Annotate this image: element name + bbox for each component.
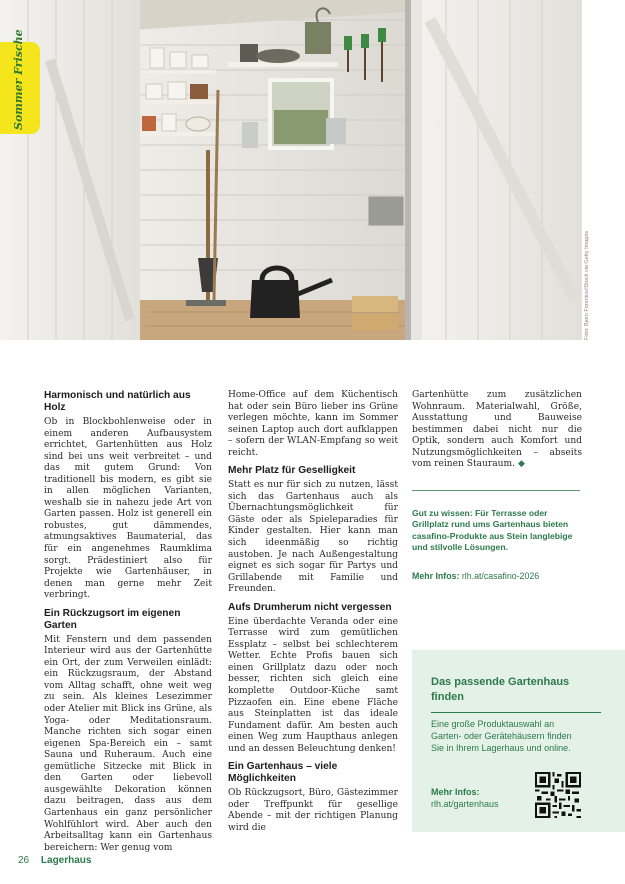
casafino-link[interactable]: rlh.at/casafino-2026 — [461, 571, 540, 581]
box-text: Eine große Produktauswahl an Garten- oder Gerätehäusern finden Sie in Ihrem Lagerhaus und online. — [431, 719, 572, 754]
divider — [412, 490, 580, 491]
sommer-frische-badge — [0, 29, 40, 134]
box-more-info — [431, 786, 499, 810]
page-footer — [18, 855, 91, 866]
end-mark-icon: ◆ — [517, 459, 525, 470]
badge-label: Sommer Frische — [12, 29, 25, 130]
text-column-3 — [412, 390, 582, 471]
text-column-1 — [44, 390, 212, 854]
more-info-label: Mehr Infos: — [431, 787, 480, 797]
gartenhaus-link[interactable]: rlh.at/gartenhaus — [431, 799, 499, 809]
heading-moeglichkeiten: Ein Gartenhaus – viele Möglichkeiten — [228, 761, 338, 785]
casafino-more-info — [412, 571, 539, 581]
paragraph: Home-Office auf dem Küchentisch hat oder sein Büro lieber ins Grüne verlegen möchte, kann im Sommer seinen Laptop auch dort aufklappen – sofern der WLAN-Empfang so weit reicht. — [228, 390, 398, 458]
paragraph: Eine überdachte Veranda oder eine Terrasse wird zum gemütlichen Essplatz – selbst bei schlechterem Wetter. Echte Profis bauen sich einen Grillplatz dazu oder noch besser, richten sich gleich eine komplette Outdoor-Küche samt Pizzaofen ein. Eine ebene Fläche aus Steinplatten ist das ideale Fundament dafür. Am besten auch einen Weg zum Haupthaus anlegen und an dessen Beleuchtung denken! — [228, 616, 398, 754]
box-title: Das passende Gartenhaus finden — [431, 676, 570, 703]
page-number: 26 — [18, 855, 30, 866]
paragraph: Mit Fenstern und dem passenden Interieur wird aus der Gartenhütte ein Ort, der zum Verweilen einlädt: ein Rückzugsraum, der Abstand vom Alltag schafft, ohne weit weg zu sein. Als kleines Lesezimmer oder Atelier mit Blick ins Grüne, als Yoga- oder Meditationsraum. Manche richten sich sogar einen eigenen Spa-Bereich ein – samt Sauna und Ruheraum. Auch eine gemütliche Sitzecke mit Blick in den Garten oder liebevoll ausgewählte Dekoration können dazu beitragen, dass aus dem Gartenhaus ein ganz persönlicher Wohlfühlort wird. Aber auch den Arbeitsalltag kann ein Gartenhaus bereichern: Wer genug vom — [44, 634, 212, 853]
brand-name: Lagerhaus — [40, 855, 92, 866]
hero-photo — [0, 0, 582, 340]
gartenhaus-info-box — [412, 650, 625, 832]
tip-text: Gut zu wissen: Für Terrasse oder Grillplatz rund ums Gartenhaus bieten casafino-Produkte aus Stein langlebige und stilvolle Lösungen. — [412, 508, 573, 552]
heading-geselligkeit: Mehr Platz für Geselligkeit — [228, 465, 356, 477]
heading-drumherum: Aufs Drumherum nicht vergessen — [228, 601, 392, 613]
paragraph: Ob in Blockbohlenweise oder in einem anderen Aufbausystem errichtet, Gartenhütten aus Holz sind bei uns weit verbreitet – und das mit gutem Grund: Von traditionell bis modern, es gibt sie in allen möglichen Varianten, weshalb sie in nahezu jede Art von Garten passen. Holz ist generell ein robustes, gut dämmendes, atmungsaktives Baumaterial, das für ein angenehmes Raumklima sorgt. Prädestiniert also für Projekte wie Gartenhäuser, in denen man gerne mehr Zeit verbringt. — [44, 417, 212, 601]
paragraph: Statt es nur für sich zu nutzen, lässt sich das Gartenhaus auch als Übernachtungsmöglichkeit für Gäste oder als Spieleparadies für Kinder gestalten. Hier kann man sich ideenmäßig so richtig austoben. Je nach Außengestaltung eignet es sich sogar für Partys und Grillabende mit Familie und Freunden. — [228, 480, 398, 595]
garden-shed-interior-image — [0, 0, 582, 340]
paragraph: Ob Rückzugsort, Büro, Gästezimmer oder Treffpunkt für gesellige Abende – mit der richtigen Planung wird die — [228, 788, 398, 833]
heading-rueckzugsort: Ein Rückzugsort im eigenen Garten — [44, 607, 181, 631]
divider — [431, 712, 601, 713]
paragraph — [412, 390, 582, 471]
more-info-label: Mehr Infos: — [412, 571, 460, 581]
heading-harmonisch: Harmonisch und natürlich aus Holz — [44, 390, 191, 413]
text-column-2 — [228, 390, 398, 835]
qr-code-icon[interactable] — [535, 772, 581, 818]
photo-credit-text: Foto: Bjorn Forenius/iStock via Getty Images — [584, 230, 590, 340]
photo-credit — [584, 220, 594, 340]
paragraph-text: Gartenhütte zum zusätzlichen Wohnraum. Materialwahl, Größe, Ausstattung und Bauweise bestimmen dabei nicht nur die Optik, sondern auch Komfort und Nutzungsmöglichkeiten – abseits vom reinen Stauraum. — [412, 390, 582, 470]
